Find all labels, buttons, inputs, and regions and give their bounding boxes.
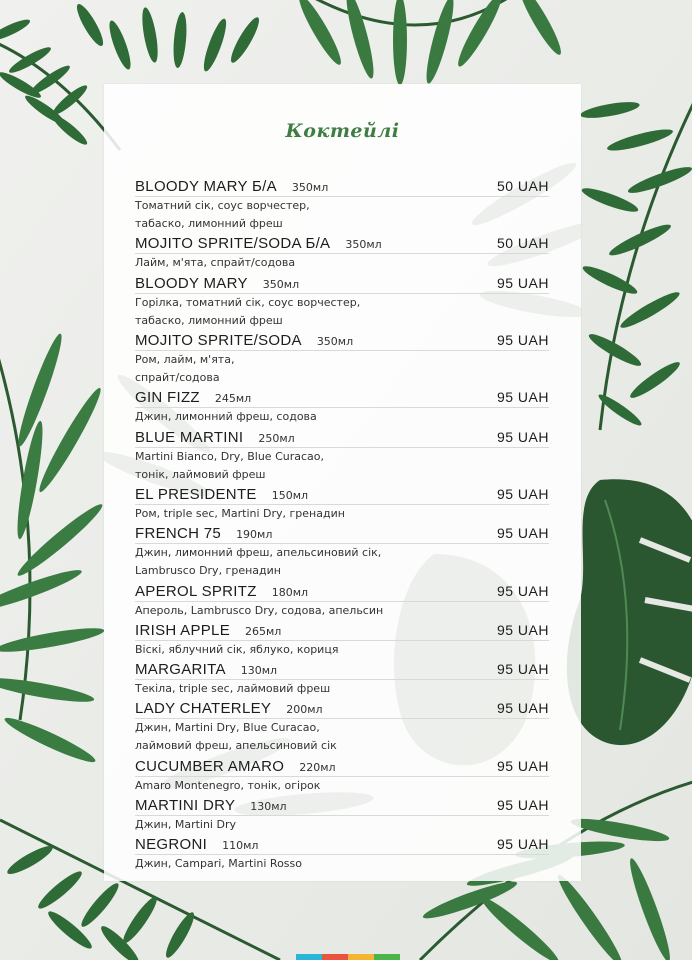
- color-stripe-blue: [296, 954, 322, 960]
- item-name: BLOODY MARY: [135, 274, 248, 292]
- list-item: [135, 387, 549, 426]
- item-name: APEROL SPRITZ: [135, 582, 257, 600]
- item-description: Джин, Martini Dry: [135, 817, 236, 831]
- item-volume: 110мл: [222, 839, 259, 853]
- item-volume: 200мл: [286, 703, 323, 717]
- item-description: Лайм, м'ята, спрайт/содова: [135, 256, 296, 270]
- item-name: MARGARITA: [135, 661, 226, 679]
- menu-card: [104, 84, 581, 881]
- item-name: FRENCH 75: [135, 525, 222, 543]
- item-volume: 150мл: [271, 489, 309, 503]
- list-item: [135, 233, 549, 272]
- list-item: [135, 795, 549, 834]
- list-item: [135, 581, 549, 620]
- item-price: 95 UAH: [496, 389, 549, 406]
- item-volume: 190мл: [236, 528, 273, 542]
- item-price: 95 UAH: [496, 661, 549, 678]
- item-name: MOJITO SPRITE/SODA Б/А: [135, 235, 331, 253]
- list-item: [135, 427, 549, 484]
- item-description: Текіла, triple sec, лаймовий фреш: [135, 682, 331, 696]
- page-title: Коктейлі: [285, 120, 400, 142]
- item-description: Ром, triple sec, Martini Dry, гренадин: [135, 507, 345, 521]
- item-price: 95 UAH: [496, 836, 549, 853]
- item-description: Горілка, томатний сік, соус ворчестер, табаско, лимонний фреш: [135, 295, 361, 327]
- item-name: MARTINI DRY: [135, 796, 236, 814]
- item-description: Джин, лимонний фреш, апельсиновий сік, Lambrusco Dry, гренадин: [135, 546, 382, 578]
- list-item: [135, 756, 549, 795]
- menu-items-list: [135, 176, 549, 873]
- color-stripe-green: [374, 954, 400, 960]
- item-price: 95 UAH: [496, 796, 549, 813]
- item-price: 50 UAH: [496, 178, 549, 194]
- color-stripe-yellow: [348, 954, 374, 960]
- item-name: BLUE MARTINI: [135, 428, 244, 446]
- list-item: [135, 176, 549, 233]
- item-volume: 265мл: [245, 624, 282, 638]
- item-description: Апероль, Lambrusco Dry, содова, апельсин: [135, 603, 384, 617]
- item-description: Томатний сік, соус ворчестер, табаско, лимонний фреш: [135, 199, 310, 231]
- item-name: BLOODY MARY Б/А: [135, 178, 277, 195]
- item-description: Martini Bianco, Dry, Blue Curacao, тонік, лаймовий фреш: [135, 449, 324, 481]
- item-volume: 350мл: [262, 277, 300, 291]
- list-item: [135, 698, 549, 755]
- item-description: Ром, лайм, м'ята, спрайт/содова: [135, 353, 235, 385]
- item-price: 50 UAH: [496, 235, 549, 252]
- item-volume: 220мл: [299, 760, 336, 774]
- item-volume: 250мл: [258, 431, 295, 445]
- item-volume: 130мл: [250, 799, 287, 813]
- item-volume: 350мл: [316, 335, 354, 349]
- item-name: LADY CHATERLEY: [135, 700, 272, 718]
- item-price: 95 UAH: [496, 757, 549, 774]
- item-description: Віскі, яблучний сік, яблуко, кориця: [135, 642, 339, 656]
- item-name: EL PRESIDENTE: [135, 486, 257, 504]
- item-price: 95 UAH: [496, 582, 549, 599]
- item-volume: 180мл: [271, 585, 309, 599]
- item-price: 95 UAH: [496, 486, 549, 503]
- color-stripe-red: [322, 954, 348, 960]
- list-item: [135, 834, 549, 873]
- item-price: 95 UAH: [496, 428, 549, 445]
- item-volume: 130мл: [240, 664, 278, 678]
- item-volume: 350мл: [291, 181, 329, 194]
- item-price: 95 UAH: [496, 525, 549, 542]
- list-item: [135, 659, 549, 698]
- item-volume: 350мл: [345, 238, 382, 252]
- item-name: NEGRONI: [135, 836, 208, 854]
- list-item: [135, 523, 549, 580]
- monstera-leaf-decoration: [567, 479, 692, 745]
- item-description: Джин, Martini Dry, Blue Curacao, лаймовий фреш, апельсиновий сік: [135, 721, 337, 753]
- item-name: GIN FIZZ: [135, 389, 200, 407]
- item-name: MOJITO SPRITE/SODA: [135, 332, 302, 350]
- item-name: CUCUMBER AMARO: [135, 757, 285, 775]
- list-item: [135, 620, 549, 659]
- item-price: 95 UAH: [496, 700, 549, 717]
- item-description: Джин, лимонний фреш, содова: [135, 410, 317, 424]
- item-price: 95 UAH: [496, 274, 549, 291]
- list-item: [135, 330, 549, 387]
- list-item: [135, 484, 549, 523]
- item-description: Amaro Montenegro, тонік, огірок: [135, 778, 321, 792]
- item-price: 95 UAH: [496, 332, 549, 349]
- list-item: [135, 273, 549, 330]
- item-description: Джин, Campari, Martini Rosso: [135, 857, 302, 871]
- item-price: 95 UAH: [496, 621, 549, 638]
- item-name: IRISH APPLE: [135, 621, 231, 639]
- item-volume: 245мл: [214, 392, 252, 406]
